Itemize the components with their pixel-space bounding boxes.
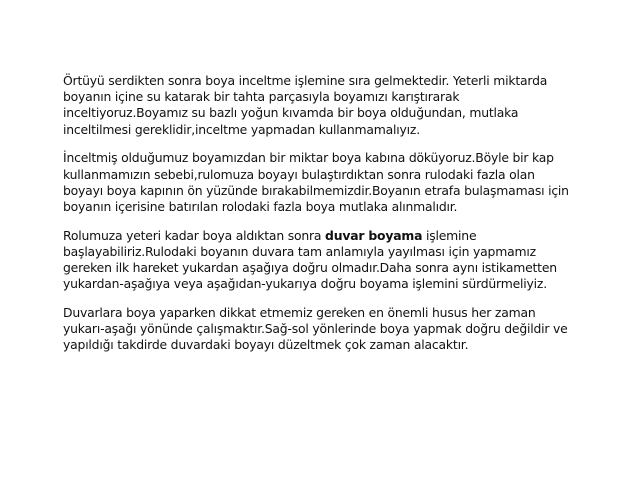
paragraph-line: inceltilmesi gereklidir,inceltme yapmadan kullanmamalıyız. [63, 121, 420, 137]
line-text-after: işlemine [422, 227, 477, 243]
text-body [63, 73, 593, 366]
paragraph-line: yapıldığı takdirde duvardaki boyayı düzeltmek çok zaman alacaktır. [63, 337, 469, 353]
paragraph-line: gereken ilk hareket yukardan aşağıya doğru olmadır.Daha sonra aynı istikametten [63, 260, 557, 276]
paragraph-2 [63, 150, 593, 215]
line-text-before: Rolumuza yeteri kadar boya aldıktan sonra [63, 227, 326, 243]
paragraph-1 [63, 73, 593, 138]
paragraph-line: başlayabiliriz.Rulodaki boyanın duvara tam anlamıyla yayılması için yapmamız [63, 243, 536, 259]
paragraph-line: Örtüyü serdikten sonra boya inceltme işlemine sıra gelmektedir. Yeterli miktarda [63, 73, 548, 88]
paragraph-4 [63, 305, 593, 354]
paragraph-line: Duvarlara boya yaparken dikkat etmemiz gereken en önemli husus her zaman [63, 304, 536, 320]
paragraph-line: boyanın içine su katarak bir tahta parçasıyla boyamızı karıştırarak [63, 89, 460, 105]
paragraph-line: kullanmamızın sebebi,rulomuza boyayı bulaştırdıktan sonra rulodaki fazla olan [63, 166, 535, 182]
paragraph-line: boyayı boya kapının ön yüzünde bırakabilmemizdir.Boyanın etrafa bulaşmaması için [63, 182, 569, 198]
paragraph-first-line [63, 228, 593, 244]
paragraph-line: inceltiyoruz.Boyamız su bazlı yoğun kıvamda bir boya olduğundan, mutlaka [63, 105, 519, 121]
paragraph-line: boyanın içerisine batırılan rolodaki fazla boya mutlaka alınmalıdır. [63, 198, 458, 214]
paragraph-3 [63, 228, 593, 293]
paragraph-line: yukarı-aşağı yönünde çalışmaktır.Sağ-sol yönlerinde boya yapmak doğru değildir ve [63, 321, 568, 337]
bold-phrase: duvar boyama [325, 227, 423, 243]
paragraph-line: İnceltmiş olduğumuz boyamızdan bir miktar boya kabına döküyoruz.Böyle bir kap [63, 150, 554, 166]
paragraph-line: yukardan-aşağıya veya aşağıdan-yukarıya doğru boyama işlemini sürdürmeliyiz. [63, 276, 547, 292]
